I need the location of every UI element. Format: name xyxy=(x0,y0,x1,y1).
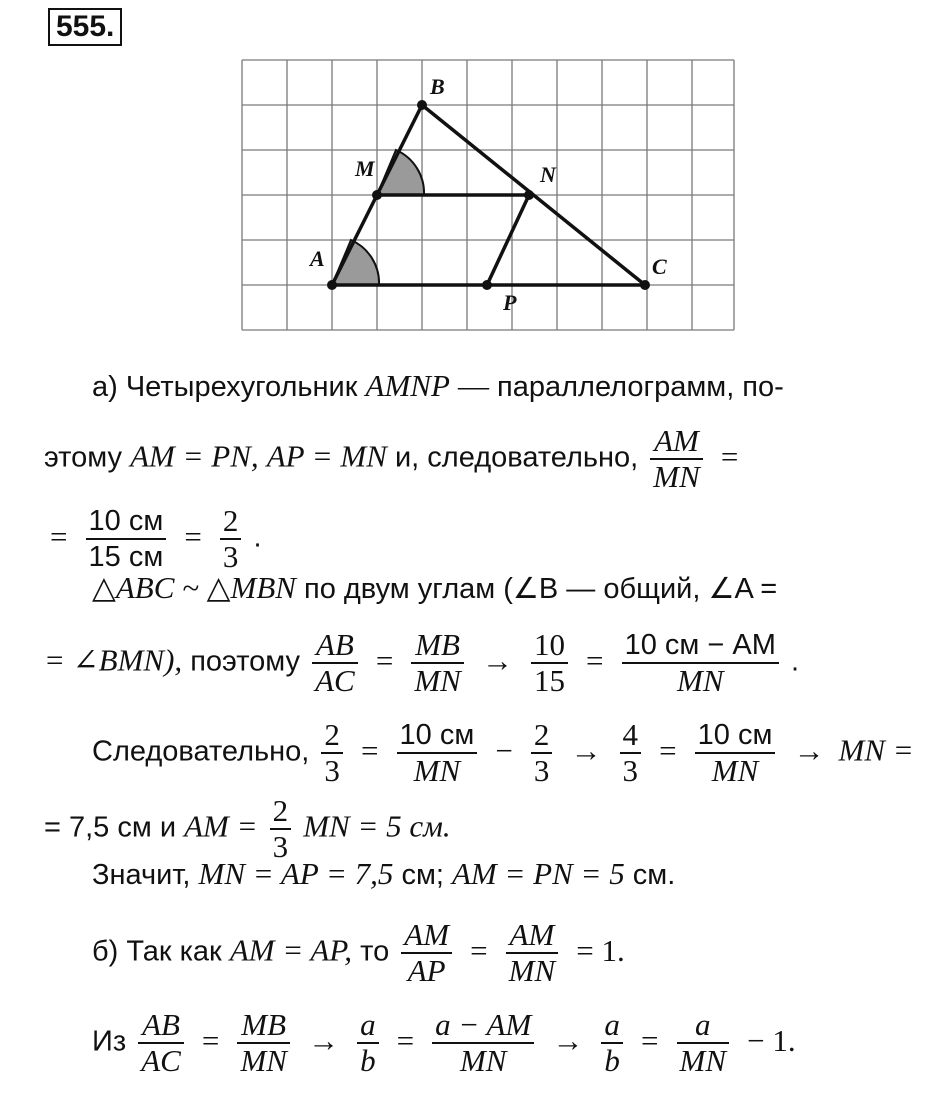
part-b-line-1: б) Так как AM = AP, то $\frac{AM}{AP}$ = $\frac{AM}{MN}$ = 1. xyxy=(92,917,625,988)
part-a-line-5: = ∠BMN), поэтому $\frac{AB}{AC}$ = $\frac{MB}{MN}$ → $\frac{10}{15}$ = $\frac{10 см - AM}{MN}$ . xyxy=(44,627,800,698)
part-a-line-7: = 7,5 см и AM = $\frac{2}{3}$ MN = 5 см. xyxy=(44,793,451,864)
angle-m-shading xyxy=(377,150,424,195)
fraction-2-3: $\frac{2}{3}$ xyxy=(220,504,242,574)
part-a-line-2: этому AM = PN, AP = MN и, следовательно, $\frac{AM}{MN}$ = xyxy=(44,423,739,494)
label-c: C xyxy=(652,254,667,279)
part-a-line-3: = $\frac{10 см}{15 см}$ = $\frac{2}{3}$ . xyxy=(50,503,262,574)
part-a-line-4: △ABC ~ △MBN по двум углам (∠B — общий, ∠A = xyxy=(92,570,778,605)
label-a: A xyxy=(310,246,325,271)
triangle-figure xyxy=(238,56,738,334)
part-a-line-1: а) Четырехугольник AMNP — параллелограмм, по- xyxy=(92,368,784,403)
label-p: P xyxy=(503,290,517,315)
fraction-am-mn: $\frac{AM}{MN}$ xyxy=(650,424,703,494)
label-b: B xyxy=(430,74,445,99)
problem-number: 555. xyxy=(48,8,122,46)
fraction-10-15: $\frac{10 см}{15 см}$ xyxy=(86,504,167,574)
part-a-line-6: Следовательно, $\frac{2}{3}$ = $\frac{10 см}{MN}$ − $\frac{2}{3}$ → $\frac{4}{3}$ = $\frac{10 см}{MN}$ → MN = xyxy=(92,717,914,788)
angle-a-shading xyxy=(332,240,379,285)
label-n: N xyxy=(540,162,556,187)
label-m: M xyxy=(355,156,375,181)
part-a-line-8: Значит, MN = AP = 7,5 см; AM = PN = 5 см. xyxy=(92,856,676,891)
part-b-line-2: Из $\frac{AB}{AC}$ = $\frac{MB}{MN}$ → $\frac{a}{b}$ = $\frac{a - AM}{MN}$ → $\frac{a}{b}$ = $\frac{a}{MN}$ − 1. xyxy=(92,1007,796,1078)
